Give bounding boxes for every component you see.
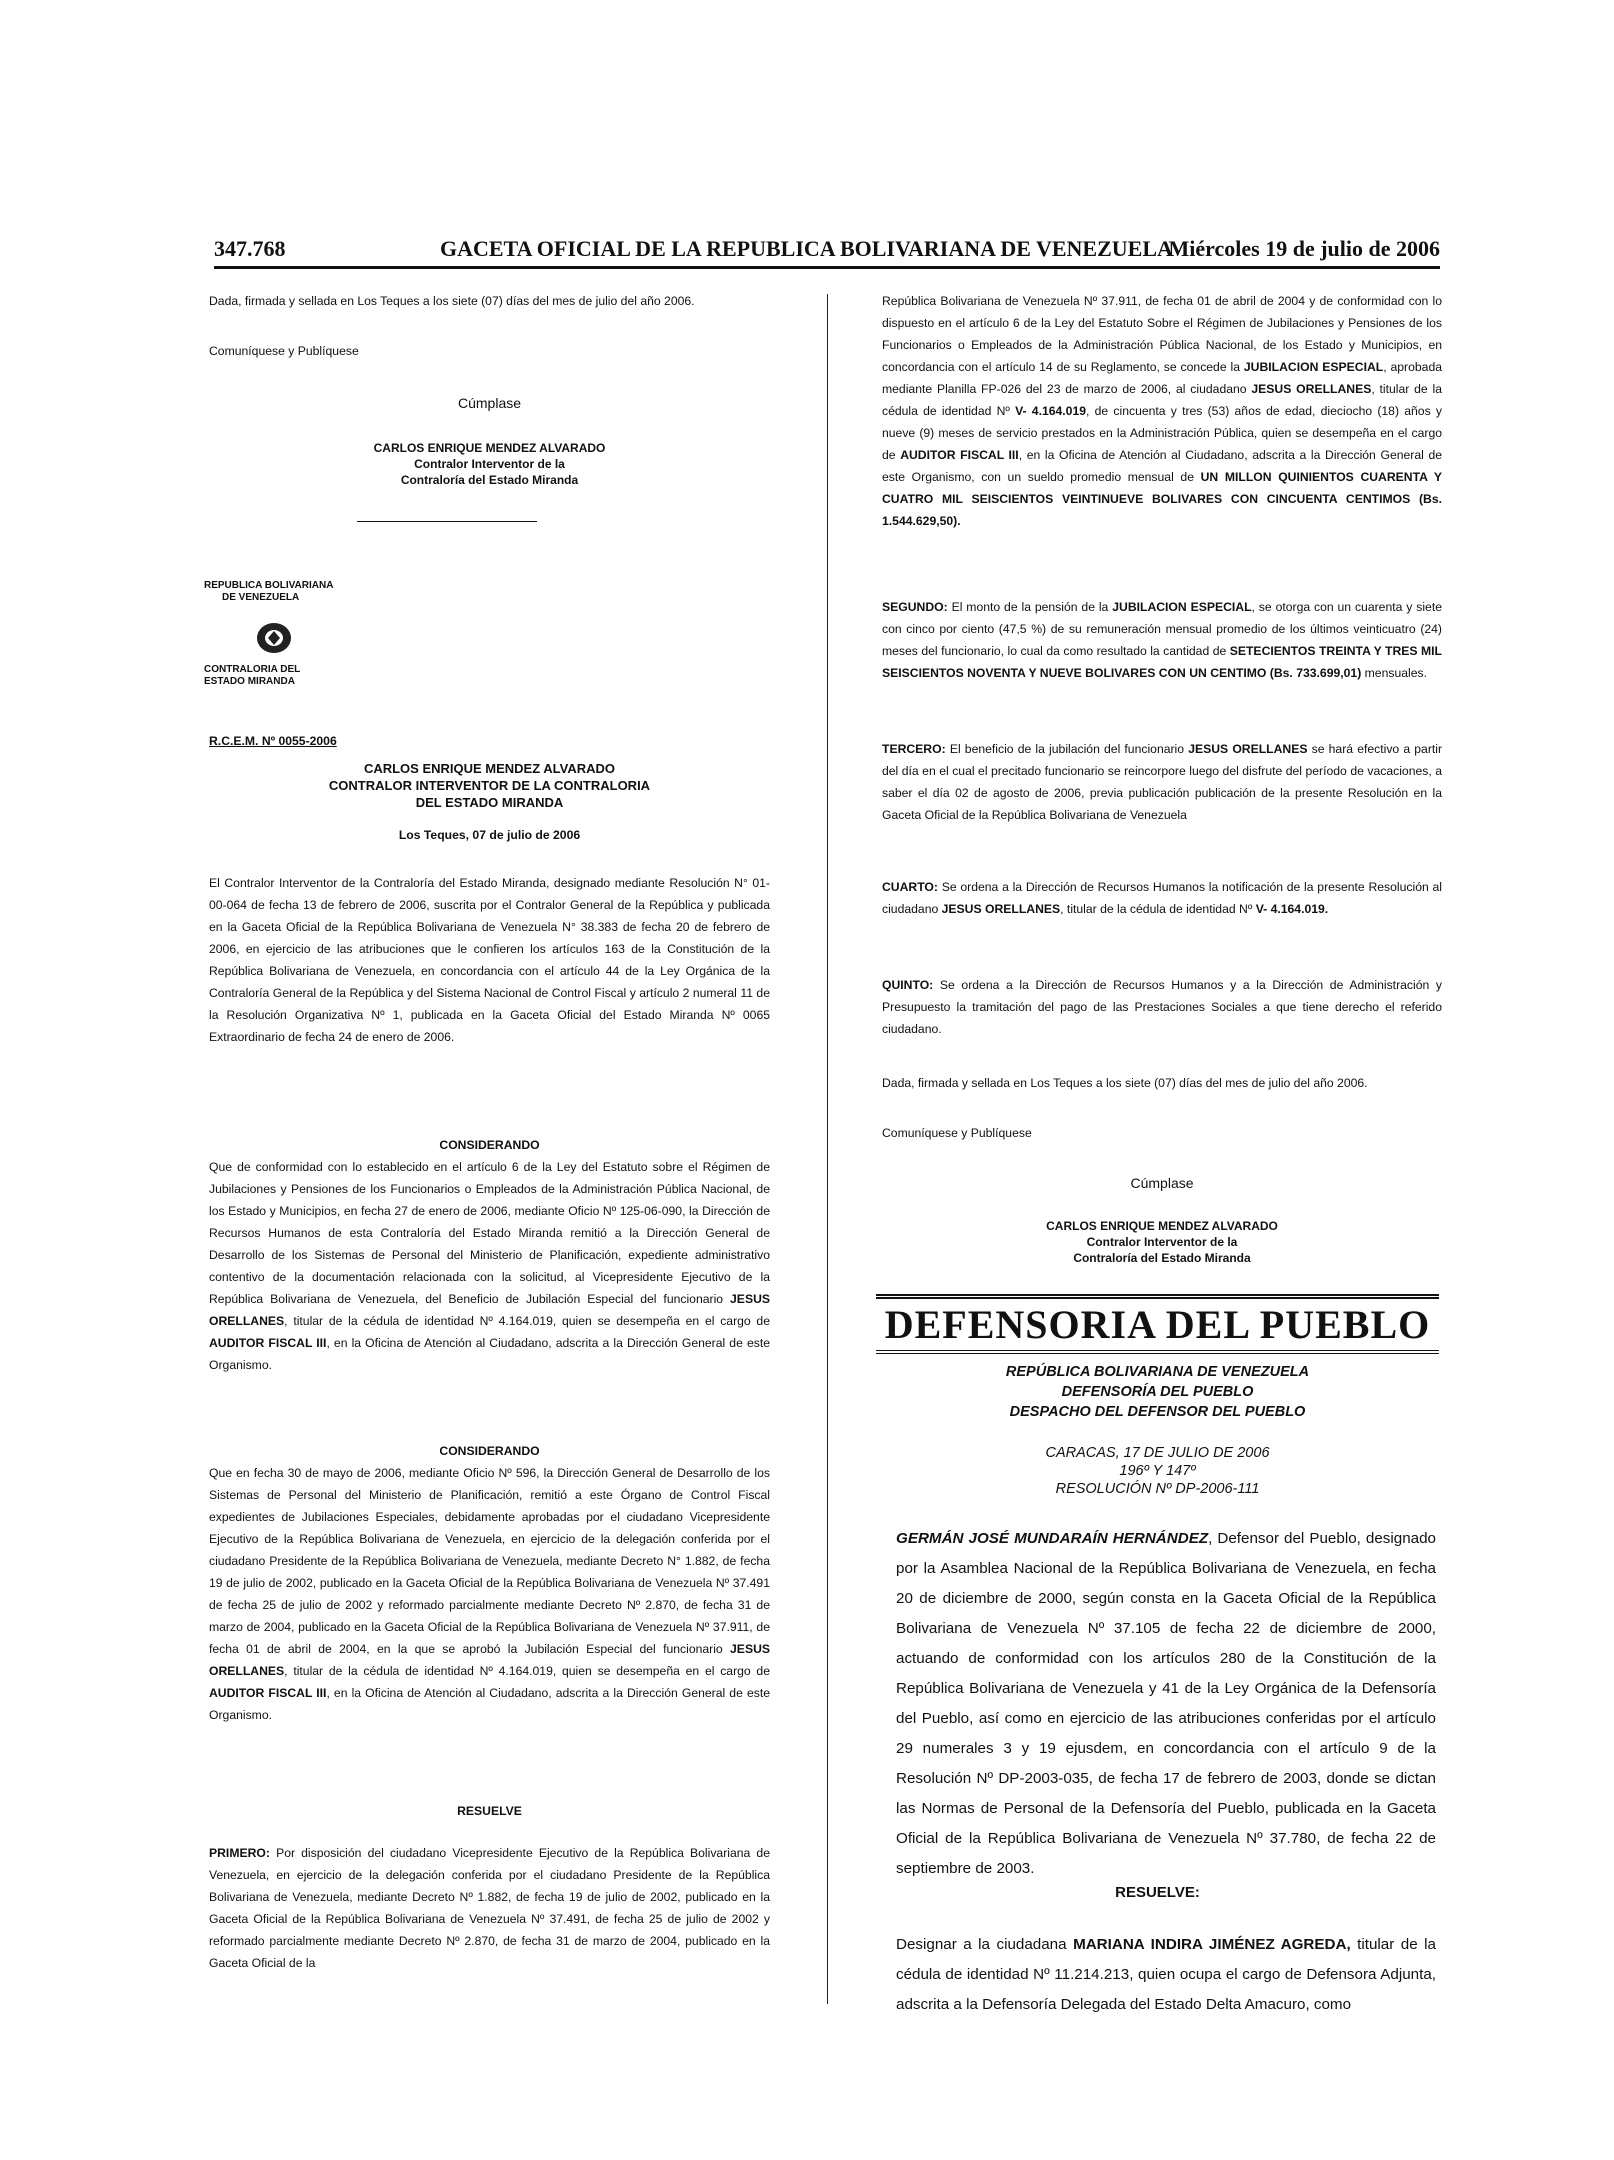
page-header (214, 236, 1440, 266)
defensoria-subtitle-1: REPÚBLICA BOLIVARIANA DE VENEZUELA (1005, 1364, 1310, 1380)
tercero-paragraph (882, 738, 1442, 826)
defensor-name: GERMÁN JOSÉ MUNDARAÍN HERNÁNDEZ (896, 1530, 1209, 1547)
resuelve-heading: RESUELVE (457, 1804, 522, 1818)
appointee-name: MARIANA INDIRA JIMÉNEZ AGREDA, (1073, 1936, 1351, 1953)
publication-title: GACETA OFICIAL DE LA REPUBLICA BOLIVARIANA DE VENEZUELA (440, 236, 1173, 261)
official-post: AUDITOR FISCAL III (209, 1336, 327, 1350)
considerando-1-heading: CONSIDERANDO (439, 1138, 540, 1152)
page-number: 347.768 (214, 236, 286, 261)
text-run: Que en fecha 30 de mayo de 2006, mediante Oficio Nº 596, la Dirección General de Desarrollo de los Sistemas de Personal del Ministerio de Planificación, remitió a este Órgano de Control Fiscal expedientes de Jubilaciones Especiales, debidamente aprobadas por el ciudadano Vicepresidente Ejecutivo de la República Bolivariana de Venezuela, en ejercicio de la delegación conferida por el ciudadano Presidente de la República Bolivariana de Venezuela, mediante Decreto N° 1.882, de fecha 19 de julio de 2002, publicado en la Gaceta Oficial de la República Bolivariana de Venezuela Nº 37.491 de fecha 25 de julio de 2002 y reformado parcialmente mediante Decreto Nº 2.870, de fecha 31 de marzo de 2004, publicado en la Gaceta Oficial de la República Bolivariana de Venezuela Nº 37.911, de fecha 01 de abril de 2004, en la que se aprobó la Jubilación Especial del funcionario (209, 1466, 770, 1656)
signature-office: Contraloría del Estado Miranda (1073, 1251, 1251, 1265)
salary-amount: UN MILLON QUINIENTOS CUARENTA Y CUATRO MIL SEISCIENTOS VEINTINUEVE BOLIVARES CON CINCUENTA CENTIMOS (Bs. 1.544.629,50). (882, 470, 1443, 528)
text-run: , Defensor del Pueblo, designado por la Asamblea Nacional de la República Bolivariana de Venezuela, en fecha 20 de diciembre de 2000, según consta en la Gaceta Oficial de la República Bolivariana de Venezuela Nº 37.105 de fecha 22 de diciembre de 2000, actuando de conformidad con los artículos 280 de la Constitución de la República Bolivariana de Venezuela y 41 de la Ley Orgánica de la Defensoría del Pueblo, así como en ejercicio de las atribuciones conferidas por el artículo 29 numerales 3 y 19 ejusdem, en concordancia con el artículo 9 de la Resolución Nº DP-2003-035, de fecha 17 de febrero de 2003, donde se dictan las Normas de Personal de la Defensoría del Pueblo, publicada en la Gaceta Oficial de la República Bolivariana de Venezuela Nº 37.780, de fecha 22 de septiembre de 2003. (896, 1530, 1436, 1877)
quinto-paragraph (882, 974, 1442, 1040)
text-run: , se otorga con un cuarenta y siete con cinco por ciento (47,5 %) de su remuneración mensual promedio de los últimos veinticuatro (24) meses del funcionario, lo cual da como resultado la cantidad de (882, 600, 1442, 658)
text-run: Por disposición del ciudadano Vicepresidente Ejecutivo de la República Bolivariana de Venezuela, en ejercicio de la delegación conferida por el ciudadano Presidente de la República Bolivariana de Venezuela, mediante Decreto Nº 1.882, de fecha 19 de julio de 2002, publicado en la Gaceta Oficial de la República Bolivariana de Venezuela Nº 37.491, de fecha 25 de julio de 2002 y reformado parcialmente mediante Decreto Nº 2.870, de fecha 31 de marzo de 2004, publicado en la Gaceta Oficial de la (209, 1846, 770, 1970)
designar-paragraph (896, 1930, 1436, 2020)
seal-line-1: REPUBLICA BOLIVARIANA (204, 580, 334, 591)
coat-of-arms-icon (254, 620, 294, 656)
signature-block (882, 1218, 1442, 1266)
resolution-number: RESOLUCIÓN Nº DP-2006-111 (1055, 1481, 1260, 1497)
benefit-type: JUBILACION ESPECIAL (1243, 360, 1384, 374)
signature-name: CARLOS ENRIQUE MENDEZ ALVARADO (373, 441, 606, 455)
column-divider (827, 294, 828, 2004)
article-label: PRIMERO: (209, 1846, 270, 1860)
considerando-2-heading: CONSIDERANDO (439, 1444, 540, 1458)
text-run: , en la Oficina de Atención al Ciudadano, adscrita a la Dirección General de este Organismo. (209, 1686, 770, 1722)
considerando-2-paragraph (209, 1462, 770, 1726)
seal-line-4: ESTADO MIRANDA (204, 676, 295, 687)
text-run: República Bolivariana de Venezuela Nº 37.911, de fecha 01 de abril de 2004 y de conformidad con lo dispuesto en el artículo 6 de la Ley del Estatuto Sobre el Régimen de Jubilaciones y Pensiones de los Funcionarios o Empleados de la Administración Pública Nacional, de los Estado y Municipios, en concordancia con el artículo 14 de su Reglamento, se concede la (882, 294, 1442, 374)
signature-role: Contralor Interventor de la (414, 457, 565, 471)
official-name: JESUS ORELLANES (941, 902, 1061, 916)
pension-amount: SETECIENTOS TREINTA Y TRES MIL SEISCIENTOS NOVENTA Y NUEVE BOLIVARES CON UN CENTIMO (Bs. 733.699,01) (882, 644, 1442, 680)
official-name: JESUS ORELLANES (1251, 382, 1372, 396)
text-run: se hará efectivo a partir del día en el cual el precitado funcionario se reincorpore luego del disfrute del período de vacaciones, a saber el día 02 de agosto de 2006, previa publicación publicación de la presente Resolución en la Gaceta Oficial de la República Bolivariana de Venezuela (882, 742, 1443, 822)
resuelve-heading-defensoria: RESUELVE: (1115, 1884, 1200, 1901)
article-label: SEGUNDO: (882, 600, 948, 614)
signature-name: CARLOS ENRIQUE MENDEZ ALVARADO (1046, 1219, 1278, 1233)
text-run: mensuales. (1364, 666, 1427, 680)
cumplase-top: Cúmplase (457, 395, 522, 411)
text-run: Se ordena a la Dirección de Recursos Humanos y a la Dirección de Administración y Presupuesto la tramitación del pago de las Prestaciones Sociales a que tiene derecho el referido ciudadano. (882, 978, 1442, 1036)
text-run: Se ordena a la Dirección de Recursos Humanos la notificación de la presente Resolución al ciudadano (882, 880, 1442, 916)
signature-role: Contralor Interventor de la (1086, 1235, 1238, 1249)
text-run: titular de la cédula de identidad Nº 11.214.213, quien ocupa el cargo de Defensora Adjunta, adscrita a la Defensoría Delegada del Estado Delta Amacuro, como (896, 1936, 1436, 2013)
id-number: V- 4.164.019 (1015, 404, 1087, 418)
contraloria-seal (204, 580, 384, 700)
id-number: V- 4.164.019. (1255, 902, 1329, 916)
seal-line-3: CONTRALORIA DEL (204, 664, 301, 675)
publication-date: Miércoles 19 de julio de 2006 (1168, 236, 1440, 261)
text-run: Que de conformidad con lo establecido en el artículo 6 de la Ley del Estatuto sobre el Régimen de Jubilaciones y Pensiones de los Funcionarios o Empleados de la Administración Pública Nacional, de los Estado y Municipios, en fecha 27 de enero de 2006, mediante Oficio Nº 125-06-090, la Dirección de Recursos Humanos de esta Contraloría del Estado Miranda remitió a la Dirección General de Desarrollo de los Sistemas de Personal del Ministerio de Planificación, expediente administrativo contentivo de la documentación relacionada con la solicitud, al Vicepresidente Ejecutivo de la República Bolivariana de Venezuela, del Beneficio de Jubilación Especial del funcionario (209, 1160, 770, 1306)
text-run: , de cincuenta y tres (53) años de edad, dieciocho (18) años y nueve (9) meses de servicio prestados en la Administración Pública, quien se desempeña en el cargo de (882, 404, 1442, 462)
defensoria-subtitle-2: DEFENSORÍA DEL PUEBLO (1061, 1384, 1254, 1400)
text-run: , aprobada mediante Planilla FP-026 del 23 de marzo de 2006, al ciudadano (882, 360, 1442, 396)
benefit-type: JUBILACION ESPECIAL (1112, 600, 1252, 614)
comuniquese-top: Comuníquese y Publíquese (209, 344, 359, 358)
seal-line-2: DE VENEZUELA (222, 592, 300, 603)
intro-paragraph: El Contralor Interventor de la Contraloría del Estado Miranda, designado mediante Resolución N° 01-00-064 de fecha 13 de febrero de 2006, suscrita por el Contralor General de la República y publicada en la Gaceta Oficial de la República Bolivariana de Venezuela N° 38.383 de fecha 20 de febrero de 2006, en ejercicio de las atribuciones que le confieren los artículos 163 de la Constitución de la República Bolivariana de Venezuela, en concordancia con el artículo 44 de la Ley Orgánica de la Contraloría General de la República y del Sistema Nacional de Control Fiscal y artículo 2 numeral 11 de la Resolución Organizativa Nº 1, publicada en la Gaceta Oficial del Estado Miranda Nº 0065 Extraordinario de fecha 24 de enero de 2006. (209, 876, 770, 1044)
official-name: JESUS ORELLANES (1188, 742, 1308, 756)
text-run: , titular de la cédula de identidad Nº 4.164.019, quien se desempeña en el cargo de (284, 1664, 770, 1678)
primero-paragraph (209, 1842, 770, 1974)
text-run: El monto de la pensión de la (951, 600, 1109, 614)
defensoria-subtitle-3: DESPACHO DEL DEFENSOR DEL PUEBLO (1009, 1404, 1306, 1420)
rcem-number: R.C.E.M. Nº 0055-2006 (209, 734, 337, 748)
text-run: , titular de la cédula de identidad Nº (1060, 902, 1253, 916)
considerando-1-paragraph (209, 1156, 770, 1376)
article-label: QUINTO: (882, 978, 934, 992)
text-run: , titular de la cédula de identidad Nº (882, 382, 1443, 418)
text-run: , titular de la cédula de identidad Nº 4.164.019, quien se desempeña en el cargo de (284, 1314, 770, 1328)
dada-paragraph: Dada, firmada y sellada en Los Teques a los siete (07) días del mes de julio del año 2006. (882, 1076, 1368, 1090)
cuarto-paragraph (882, 876, 1442, 920)
signature-rule (357, 521, 537, 522)
article-label: CUARTO: (882, 880, 938, 894)
resolution-date: CARACAS, 17 DE JULIO DE 2006 (1045, 1445, 1270, 1461)
official-post: AUDITOR FISCAL III (209, 1686, 327, 1700)
title-line: CONTRALOR INTERVENTOR DE LA CONTRALORIA (328, 778, 651, 793)
defensoria-body-paragraph (896, 1524, 1436, 1884)
official-name: JESUS ORELLANES (209, 1642, 770, 1678)
dada-top: Dada, firmada y sellada en Los Teques a los siete (07) días del mes de julio del año 2006. (209, 294, 695, 308)
banner-rule-bottom (876, 1350, 1439, 1354)
segundo-paragraph (882, 596, 1442, 684)
place-date: Los Teques, 07 de julio de 2006 (398, 828, 581, 842)
signature-office: Contraloría del Estado Miranda (400, 473, 579, 487)
text-run: , en la Oficina de Atención al Ciudadano, adscrita a la Dirección General de este Organismo, con un sueldo promedio mensual de (882, 448, 1443, 484)
defensoria-title: DEFENSORIA DEL PUEBLO (884, 1302, 1431, 1347)
cumplase: Cúmplase (1130, 1175, 1194, 1191)
official-post: AUDITOR FISCAL III (900, 448, 1019, 462)
header-rule (214, 266, 1440, 269)
text-run: El beneficio de la jubilación del funcionario (949, 742, 1185, 756)
official-name: JESUS ORELLANES (209, 1292, 770, 1328)
resolution-years: 196º Y 147º (1119, 1463, 1196, 1479)
comuniquese: Comuníquese y Publíquese (882, 1126, 1032, 1140)
text-run: , en la Oficina de Atención al Ciudadano, adscrita a la Dirección General de este Organismo. (209, 1336, 770, 1372)
resolution-title (209, 760, 770, 811)
text-run: Designar a la ciudadana (896, 1936, 1067, 1953)
banner-rule-top (876, 1294, 1439, 1299)
continuation-paragraph (882, 290, 1442, 532)
title-line: CARLOS ENRIQUE MENDEZ ALVARADO (363, 761, 616, 776)
article-label: TERCERO: (882, 742, 946, 756)
signature-block-top (209, 440, 770, 488)
title-line: DEL ESTADO MIRANDA (415, 795, 564, 810)
